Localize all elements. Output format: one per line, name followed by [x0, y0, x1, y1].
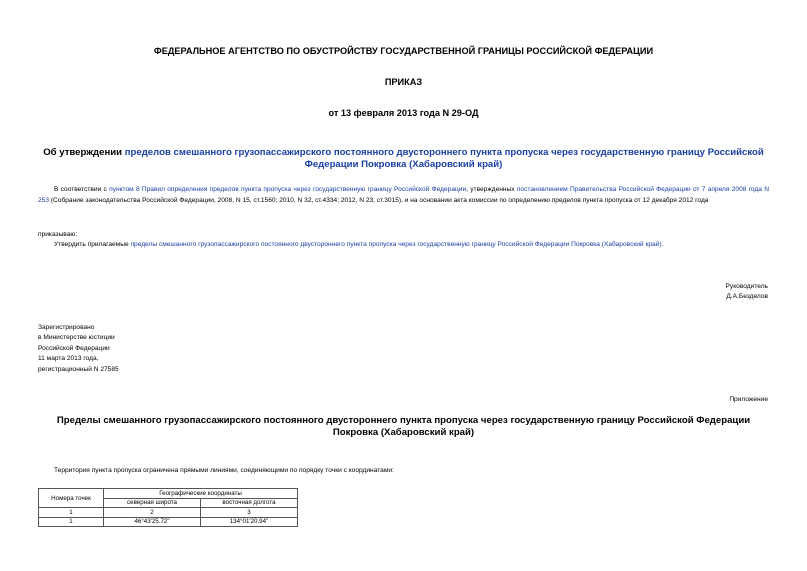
territory-text: Территория пункта пропуска ограничена прямыми линиями, соединяющими по порядку точки с координатами: — [54, 467, 394, 474]
appendix-label: Приложение — [729, 396, 768, 403]
header-north-latitude: северная широта — [104, 498, 201, 508]
coordinates-table — [38, 488, 298, 527]
header-geo-coordinates: Географические координаты — [104, 489, 298, 499]
doc-title — [30, 147, 777, 171]
approve-text-1: Утвердить прилагаемые — [54, 241, 131, 248]
signature-role: Руководитель — [725, 283, 768, 290]
approve-paragraph — [38, 239, 769, 250]
table-column-numbers-row — [39, 508, 298, 518]
rules-link[interactable]: пунктом 8 Правил определения пределов пункта пропуска через государственную границу Российской Федерации — [109, 186, 467, 193]
doc-date: от 13 февраля 2013 года N 29-ОД — [328, 108, 479, 118]
registration-line: регистрационный N 27585 — [38, 365, 119, 373]
annex-title: Пределы смешанного грузопассажирского постоянного двустороннего пункта пропуска через государственную границу Российской Федерации Покровка (Хабаровский край) — [56, 415, 751, 438]
registration-line: 11 марта 2013 года, — [38, 355, 99, 363]
table-cell-lat: 46°43'25.72" — [104, 517, 201, 527]
table-cell: 3 — [201, 508, 298, 518]
doc-title-prefix: Об утверждении — [43, 147, 125, 158]
table-cell: 2 — [104, 508, 201, 518]
header-point-number: Номера точек — [39, 489, 104, 508]
limits-link[interactable]: пределы смешанного грузопассажирского постоянного двустороннего пункта пропуска через государственную границу Российской Федерации Покровка (Хабаровский край) — [130, 241, 662, 248]
approve-text-2: . — [661, 241, 664, 248]
table-cell-lon: 134°01'20.94" — [201, 517, 298, 527]
registration-block — [38, 323, 119, 375]
preamble-paragraph — [38, 184, 769, 206]
table-cell-point: 1 — [39, 517, 104, 527]
government-decree-link[interactable]: постановлением Правительства Российской Федерации от 7 апреля 2008 года N 253 — [38, 186, 769, 204]
table-cell: 1 — [39, 508, 104, 518]
registration-line: Российской Федерации — [38, 344, 110, 352]
table-row — [39, 517, 298, 527]
order-word: приказываю: — [38, 231, 78, 238]
table-header-row — [39, 489, 298, 499]
signature-name: Д.А.Безделов — [726, 293, 768, 301]
registration-line: Зарегистрировано — [38, 324, 95, 331]
header-east-longitude: восточная долгота — [201, 498, 298, 508]
registration-line: в Министерстве юстиции — [38, 334, 115, 342]
preamble-text-3: (Собрание законодательства Российской Федерации, 2008, N 15, ст.1560; 2010, N 32, ст.4334; 2012, N 23, ст.3015), и на основании акта комиссии по определению пределов пункта пропуска от 12 декабря 2012 года — [49, 197, 709, 204]
doc-title-link[interactable]: пределов смешанного грузопассажирского постоянного двустороннего пункта пропуска через государственную границу Российской Федерации Покровка (Хабаровский край) — [124, 147, 764, 170]
doc-type: ПРИКАЗ — [384, 77, 423, 87]
preamble-text-2: , утвержденных — [466, 186, 517, 193]
agency-heading: ФЕДЕРАЛЬНОЕ АГЕНТСТВО ПО ОБУСТРОЙСТВУ ГОСУДАРСТВЕННОЙ ГРАНИЦЫ РОССИЙСКОЙ ФЕДЕРАЦИИ — [153, 46, 654, 56]
signature-block — [726, 282, 768, 303]
preamble-text-1: В соответствии с — [54, 186, 110, 193]
